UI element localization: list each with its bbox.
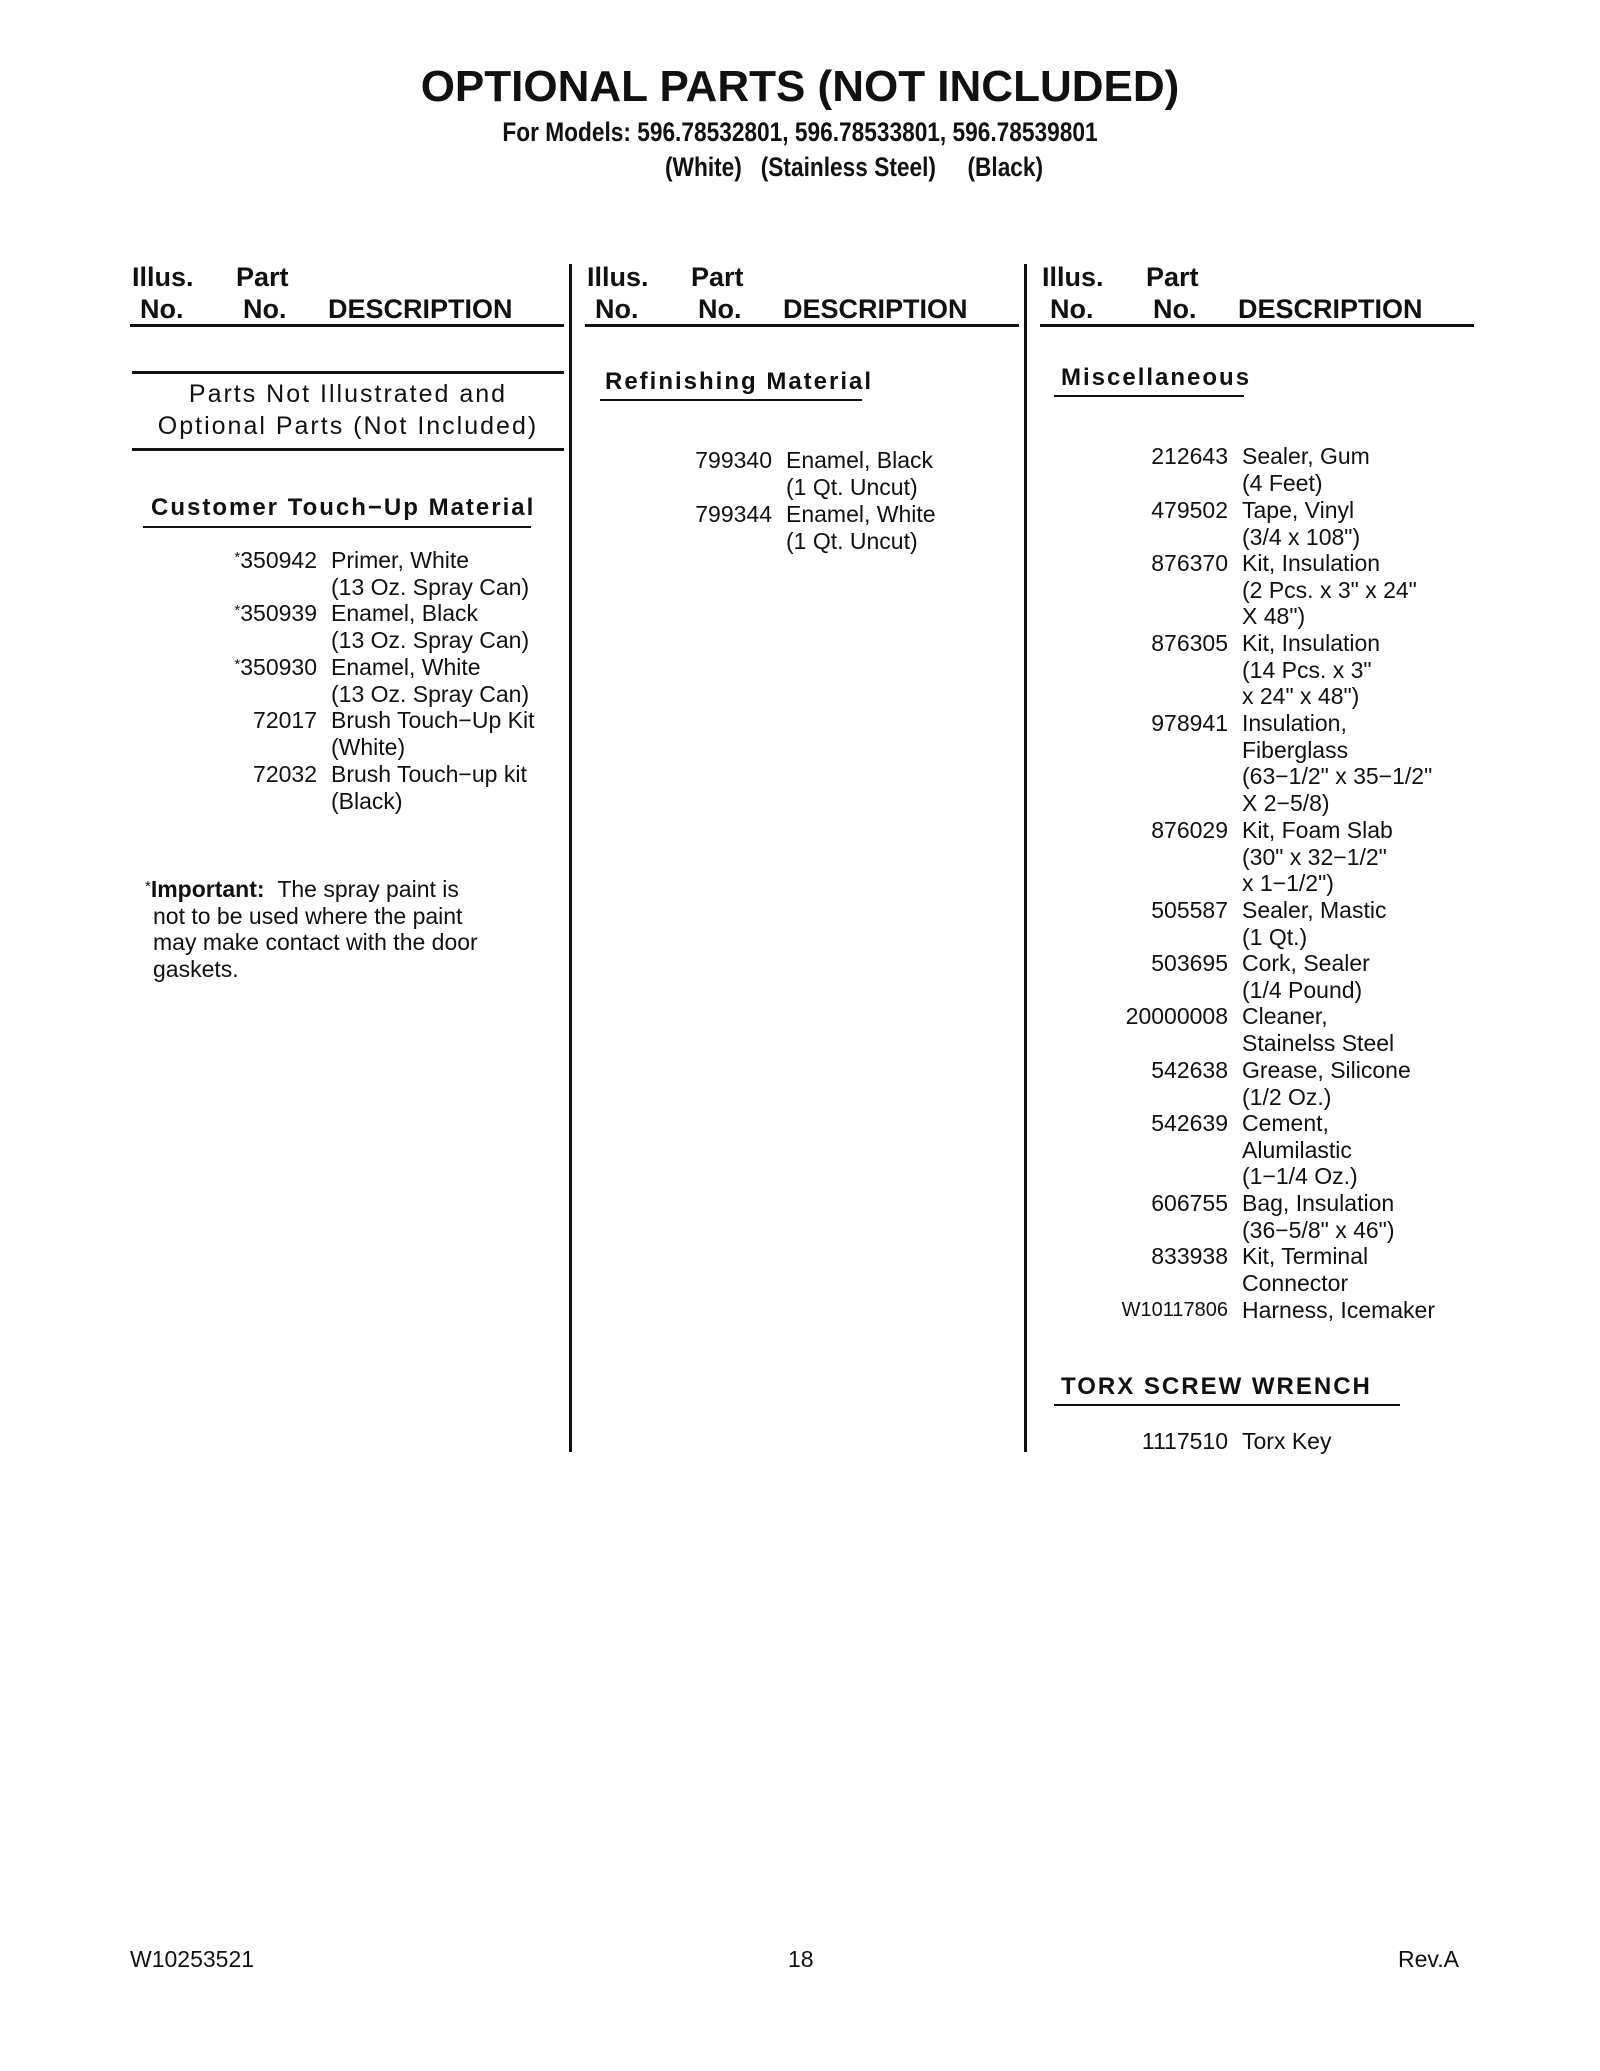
notice-line-2: Optional Parts (Not Included) <box>157 412 539 440</box>
asterisk: * <box>234 656 241 673</box>
part-label: Part <box>1146 262 1199 292</box>
part-description: x 24" x 48") <box>1242 683 1360 710</box>
notice-top-rule <box>132 371 564 374</box>
part-description: (13 Oz. Spray Can) <box>331 573 530 600</box>
part-description: Torx Key <box>1242 1428 1332 1454</box>
part-description: Fiberglass <box>1242 736 1349 763</box>
part-description: (2 Pcs. x 3" x 24" <box>1242 576 1417 603</box>
part-description: Enamel, White <box>331 654 481 680</box>
illus-no-label: No. <box>1050 294 1094 324</box>
part-description: (63−1/2" x 35−1/2" <box>1242 763 1433 790</box>
part-description: (13 Oz. Spray Can) <box>331 626 530 653</box>
part-description: Cleaner, <box>1242 1003 1328 1029</box>
column-header-1 <box>130 262 564 327</box>
description-label: DESCRIPTION <box>1238 294 1423 324</box>
document-number: W10253521 <box>130 1946 255 1972</box>
part-number: 799340 <box>695 447 772 473</box>
part-description: Bag, Insulation <box>1242 1190 1395 1216</box>
column-divider <box>1024 264 1027 1452</box>
important-line-4: gaskets. <box>153 956 239 983</box>
torx-heading-underline <box>1054 1404 1400 1406</box>
part-description: X 48") <box>1242 603 1306 630</box>
part-description: (White) <box>331 733 406 760</box>
part-number: 876029 <box>1151 817 1228 843</box>
part-description: Enamel, Black <box>331 600 479 626</box>
asterisk: * <box>234 602 241 619</box>
part-description: Tape, Vinyl <box>1242 497 1355 523</box>
part-no-label: No. <box>1153 294 1197 324</box>
part-number: 72032 <box>253 761 317 787</box>
misc-heading-underline <box>1054 395 1244 397</box>
part-number: 350942 <box>240 547 317 573</box>
part-number: 72017 <box>253 707 317 733</box>
part-number: W10117806 <box>1121 1299 1228 1321</box>
part-description: Cork, Sealer <box>1242 950 1370 976</box>
part-description: Sealer, Gum <box>1242 443 1370 469</box>
illus-label: Illus. <box>1042 262 1104 292</box>
column-divider <box>569 264 572 1452</box>
part-number: 606755 <box>1151 1190 1228 1216</box>
part-description: Stainelss Steel <box>1242 1029 1395 1056</box>
part-description: Grease, Silicone <box>1242 1057 1411 1083</box>
part-description: Connector <box>1242 1269 1349 1296</box>
notice-bottom-rule <box>132 448 564 451</box>
part-number: 542638 <box>1151 1057 1228 1083</box>
part-description: (Black) <box>331 787 403 814</box>
variant-stainless: (Stainless Steel) <box>760 152 936 182</box>
touchup-heading-underline <box>143 526 531 528</box>
touchup-heading: Customer Touch−Up Material <box>151 494 536 521</box>
part-number: 350939 <box>240 600 317 626</box>
part-description: Enamel, Black <box>786 447 934 473</box>
revision: Rev.A <box>1398 1946 1459 1972</box>
notice-line-1: Parts Not Illustrated and <box>188 380 508 408</box>
part-description: X 2−5/8) <box>1242 790 1330 817</box>
important-label: Important: <box>150 876 265 902</box>
part-number: 876305 <box>1151 630 1228 656</box>
illus-label: Illus. <box>132 262 194 292</box>
part-number: 799344 <box>695 501 772 527</box>
part-description: (1 Qt. Uncut) <box>786 527 918 554</box>
part-description: Kit, Insulation <box>1242 550 1381 576</box>
part-description: (3/4 x 108") <box>1242 523 1361 550</box>
misc-heading: Miscellaneous <box>1061 364 1252 391</box>
asterisk: * <box>234 549 241 566</box>
important-line-3: may make contact with the door <box>153 929 478 956</box>
part-no-label: No. <box>243 294 287 324</box>
part-description: Enamel, White <box>786 501 936 527</box>
part-label: Part <box>236 262 289 292</box>
part-number: 503695 <box>1151 950 1228 976</box>
part-description: Primer, White <box>331 547 470 573</box>
important-text: The spray paint is <box>277 876 459 902</box>
column-header-2 <box>585 262 1019 327</box>
part-description: Kit, Terminal <box>1242 1243 1369 1269</box>
refinishing-heading: Refinishing Material <box>605 368 874 395</box>
part-description: Cement, <box>1242 1110 1329 1136</box>
part-number: 20000008 <box>1125 1003 1228 1029</box>
part-description: Sealer, Mastic <box>1242 897 1387 923</box>
part-no-label: No. <box>698 294 742 324</box>
part-description: (1/2 Oz.) <box>1242 1083 1332 1110</box>
part-description: Brush Touch−Up Kit <box>331 707 535 733</box>
important-line-2: not to be used where the paint <box>153 902 463 929</box>
part-number: 505587 <box>1151 897 1228 923</box>
part-number: 1117510 <box>1141 1428 1228 1454</box>
illus-no-label: No. <box>140 294 184 324</box>
part-description: (13 Oz. Spray Can) <box>331 680 530 707</box>
illus-no-label: No. <box>595 294 639 324</box>
part-number: 978941 <box>1151 710 1228 736</box>
part-number: 876370 <box>1151 550 1228 576</box>
model-variants <box>665 152 1043 183</box>
asterisk: * <box>145 878 151 895</box>
part-label: Part <box>691 262 744 292</box>
page-title: OPTIONAL PARTS (NOT INCLUDED) <box>420 62 1180 111</box>
part-description: Harness, Icemaker <box>1242 1297 1436 1323</box>
part-number: 542639 <box>1151 1110 1228 1136</box>
part-description: Kit, Foam Slab <box>1242 817 1393 843</box>
part-number: 833938 <box>1151 1243 1228 1269</box>
column-header-3 <box>1040 262 1474 327</box>
part-description: (4 Feet) <box>1242 469 1323 496</box>
page-number: 18 <box>788 1946 814 1972</box>
part-description: Brush Touch−up kit <box>331 761 527 787</box>
part-description: x 1−1/2") <box>1242 870 1334 897</box>
part-description: (1 Qt.) <box>1242 923 1308 950</box>
models-line: For Models: 596.78532801, 596.78533801, 596.78539801 <box>502 117 1098 147</box>
description-label: DESCRIPTION <box>328 294 513 324</box>
part-description: (36−5/8" x 46") <box>1242 1216 1395 1243</box>
part-number: 212643 <box>1151 443 1228 469</box>
part-description: (1/4 Pound) <box>1242 976 1363 1003</box>
part-description: Kit, Insulation <box>1242 630 1381 656</box>
illus-label: Illus. <box>587 262 649 292</box>
part-description: (14 Pcs. x 3" <box>1242 656 1372 683</box>
part-number: 479502 <box>1151 497 1228 523</box>
part-description: (30" x 32−1/2" <box>1242 843 1387 870</box>
part-description: Alumilastic <box>1242 1136 1352 1163</box>
refinishing-heading-underline <box>600 399 862 401</box>
notice-box <box>132 378 564 442</box>
variant-black: (Black) <box>967 152 1044 182</box>
torx-heading: TORX SCREW WRENCH <box>1061 1373 1372 1400</box>
description-label: DESCRIPTION <box>783 294 968 324</box>
part-description: (1 Qt. Uncut) <box>786 473 918 500</box>
important-note <box>145 876 583 983</box>
variant-white: (White) <box>665 152 742 182</box>
part-description: (1−1/4 Oz.) <box>1242 1163 1358 1190</box>
part-number: 350930 <box>240 654 317 680</box>
part-description: Insulation, <box>1242 710 1347 736</box>
